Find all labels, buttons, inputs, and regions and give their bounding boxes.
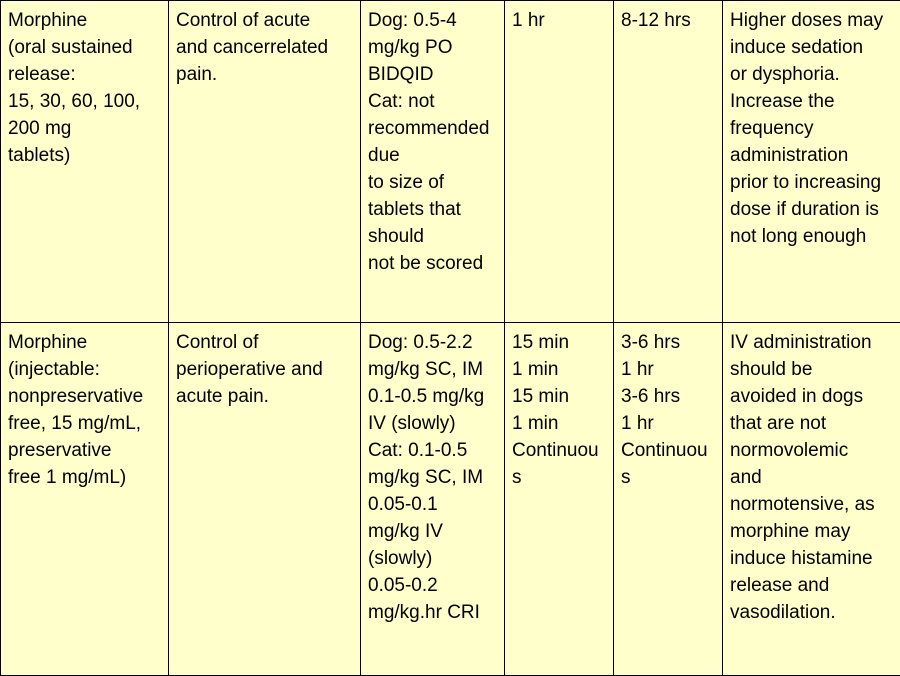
drug-cell: Morphine (oral sustained release: 15, 30, 60, 100, 200 mg tablets) <box>1 1 169 323</box>
indication-cell: Control of perioperative and acute pain. <box>169 323 361 676</box>
comments-cell: Higher doses may induce sedation or dysphoria. Increase the frequency administration prior to increasing dose if duration is not long enough <box>723 1 900 323</box>
table-row <box>1 1 900 323</box>
dosage-cell: Dog: 0.5-2.2 mg/kg SC, IM 0.1-0.5 mg/kg IV (slowly) Cat: 0.1-0.5 mg/kg SC, IM 0.05-0.1 mg/kg IV (slowly) 0.05-0.2 mg/kg.hr CRI <box>361 323 505 676</box>
onset-cell: 1 hr <box>505 1 614 323</box>
dosage-cell: Dog: 0.5-4 mg/kg PO BIDQID Cat: not recommended due to size of tablets that should not be scored <box>361 1 505 323</box>
comments-cell: IV administration should be avoided in dogs that are not normovolemic and normotensive, as morphine may induce histamine release and vasodilation. <box>723 323 900 676</box>
drug-cell: Morphine (injectable: nonpreservative free, 15 mg/mL, preservative free 1 mg/mL) <box>1 323 169 676</box>
duration-cell: 3-6 hrs 1 hr 3-6 hrs 1 hr Continuou s <box>614 323 723 676</box>
table-row <box>1 323 900 676</box>
indication-cell: Control of acute and cancerrelated pain. <box>169 1 361 323</box>
duration-cell: 8-12 hrs <box>614 1 723 323</box>
onset-cell: 15 min 1 min 15 min 1 min Continuou s <box>505 323 614 676</box>
